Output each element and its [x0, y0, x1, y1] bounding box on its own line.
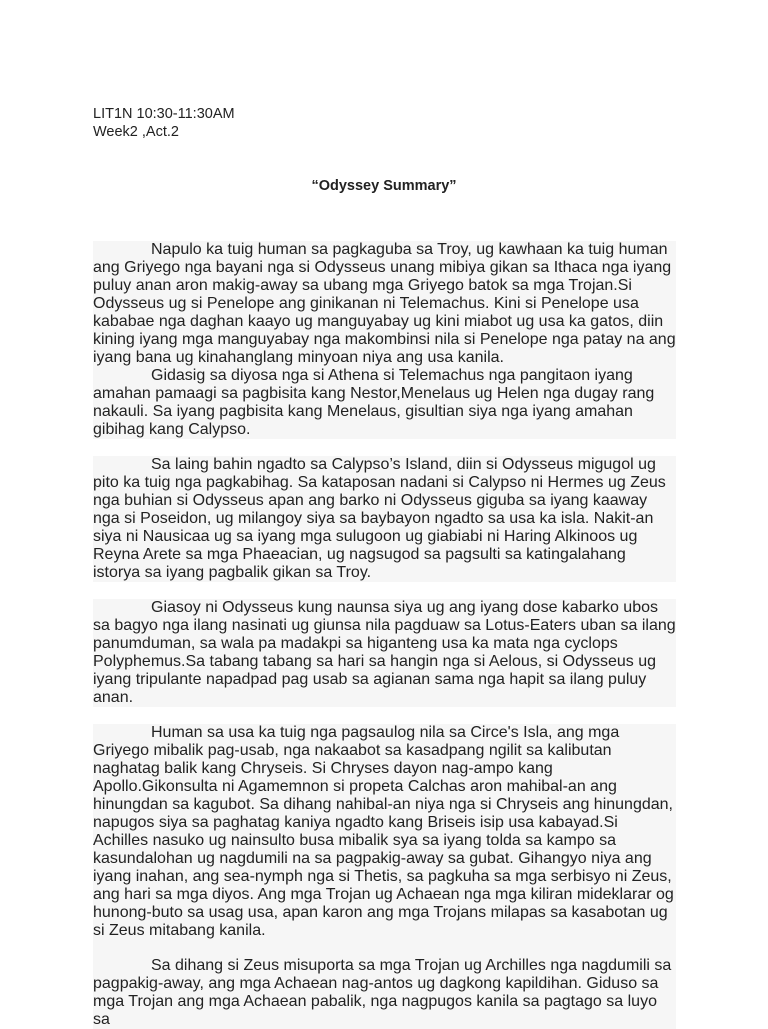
paragraph: Giasoy ni Odysseus kung naunsa siya ug ang iyang dose kabarko ubos sa bagyo nga ilang nasinati ug giunsa nila pagduaw sa Lotus-Eaters uban sa ilang panumduman, sa wala pa madakpi sa higanteng usa ka mata nga cyclops Polyphemus.Sa tabang tabang sa hari sa hangin nga si Aelous, si Odysseus ug iyang tripulante napadpad pag usab sa agianan sama nga hapit sa ilang puluy anan.	[93, 598, 676, 706]
paragraph: Sa dihang si Zeus misuporta sa mga Trojan ug Archilles nga nagdumili sa pagpakig-away, ang mga Achaean nag-antos ug dagkong kapildihan. Giduso sa mga Trojan ang mga Achaean pabalik, nga nagpugos kanila sa pagtago sa luyo sa	[93, 957, 676, 1029]
document-body	[93, 241, 676, 1028]
document-header	[93, 105, 235, 141]
document-title: “Odyssey Summary”	[311, 178, 457, 194]
paragraph: Napulo ka tuig human sa pagkaguba sa Troy, ug kawhaan ka tuig human ang Griyego nga bayani nga si Odysseus unang mibiya gikan sa Ithaca nga iyang puluy anan aron makig-away sa ubang mga Griyego batok sa mga Trojan.Si Odysseus ug si Penelope ang ginikanan ni Telemachus. Kini si Penelope usa kababae nga daghan kaayo ug manguyabay ug kini miabot ug usa ka gatos, diin kining iyang mga manguyabay nga makombinsi nila si Penelope nga patay na ang iyang bana ug kinahanglang minyoan niya ang usa kanila.	[93, 241, 676, 366]
paragraph: Gidasig sa diyosa nga si Athena si Telemachus nga pangitaon iyang amahan pamaagi sa pagbisita kang Nestor,Menelaus ug Helen nga dugay rang nakauli. Sa iyang pagbisita kang Menelaus, gisultian siya nga iyang amahan gibihag kang Calypso.	[93, 367, 676, 439]
paragraph-gap	[93, 707, 676, 724]
paragraph-gap	[93, 439, 676, 456]
paragraph-gap	[93, 940, 676, 957]
paragraph-gap	[93, 582, 676, 599]
course-schedule: LIT1N 10:30-11:30AM	[93, 106, 235, 122]
paragraph: Human sa usa ka tuig nga pagsaulog nila sa Circe's Isla, ang mga Griyego mibalik pag-usab, nga nakaabot sa kasadpang ngilit sa kalibutan naghatag balik kang Chryseis. Si Chryses dayon nag-ampo kang Apollo.Gikonsulta ni Agamemnon si propeta Calchas aron mahibal-an ang hinungdan sa kagubot. Sa dihang nahibal-an niya nga si Chryseis ang hinungdan, napugos siya sa paghatag kaniya ngadto kang Briseis isip usa kabayad.Si Achilles nasuko ug nainsulto busa mibalik sya sa iyang tolda sa kampo sa kasundalohan ug nagdumili na sa pagpakig-away sa gubat. Gihangyo niya ang iyang inahan, ang sea-nymph nga si Thetis, sa pagkuha sa mga serbisyo ni Zeus, ang hari sa mga diyos. Ang mga Trojan ug Achaean nga mga kiliran mideklarar og hunong-buto sa usag usa, apan karon ang mga Trojans milapas sa kasabotan ug si Zeus mitabang kanila.	[93, 724, 676, 940]
paragraph: Sa laing bahin ngadto sa Calypso’s Island, diin si Odysseus migugol ug pito ka tuig nga pagkabihag. Sa kataposan nadani si Calypso ni Hermes ug Zeus nga buhian si Odysseus apan ang barko ni Odysseus giguba sa iyang kaaway nga si Poseidon, ug milangoy siya sa baybayon ngadto sa usa ka isla. Nakit-an siya ni Nausicaa ug sa iyang mga sulugoon ug giabiabi ni Haring Alkinoos ug Reyna Arete sa mga Phaeacian, ug nagsugod sa pagsulti sa katingalahang istorya sa iyang pagbalik gikan sa Troy.	[93, 456, 676, 582]
activity-label: Week2 ,Act.2	[93, 124, 179, 140]
